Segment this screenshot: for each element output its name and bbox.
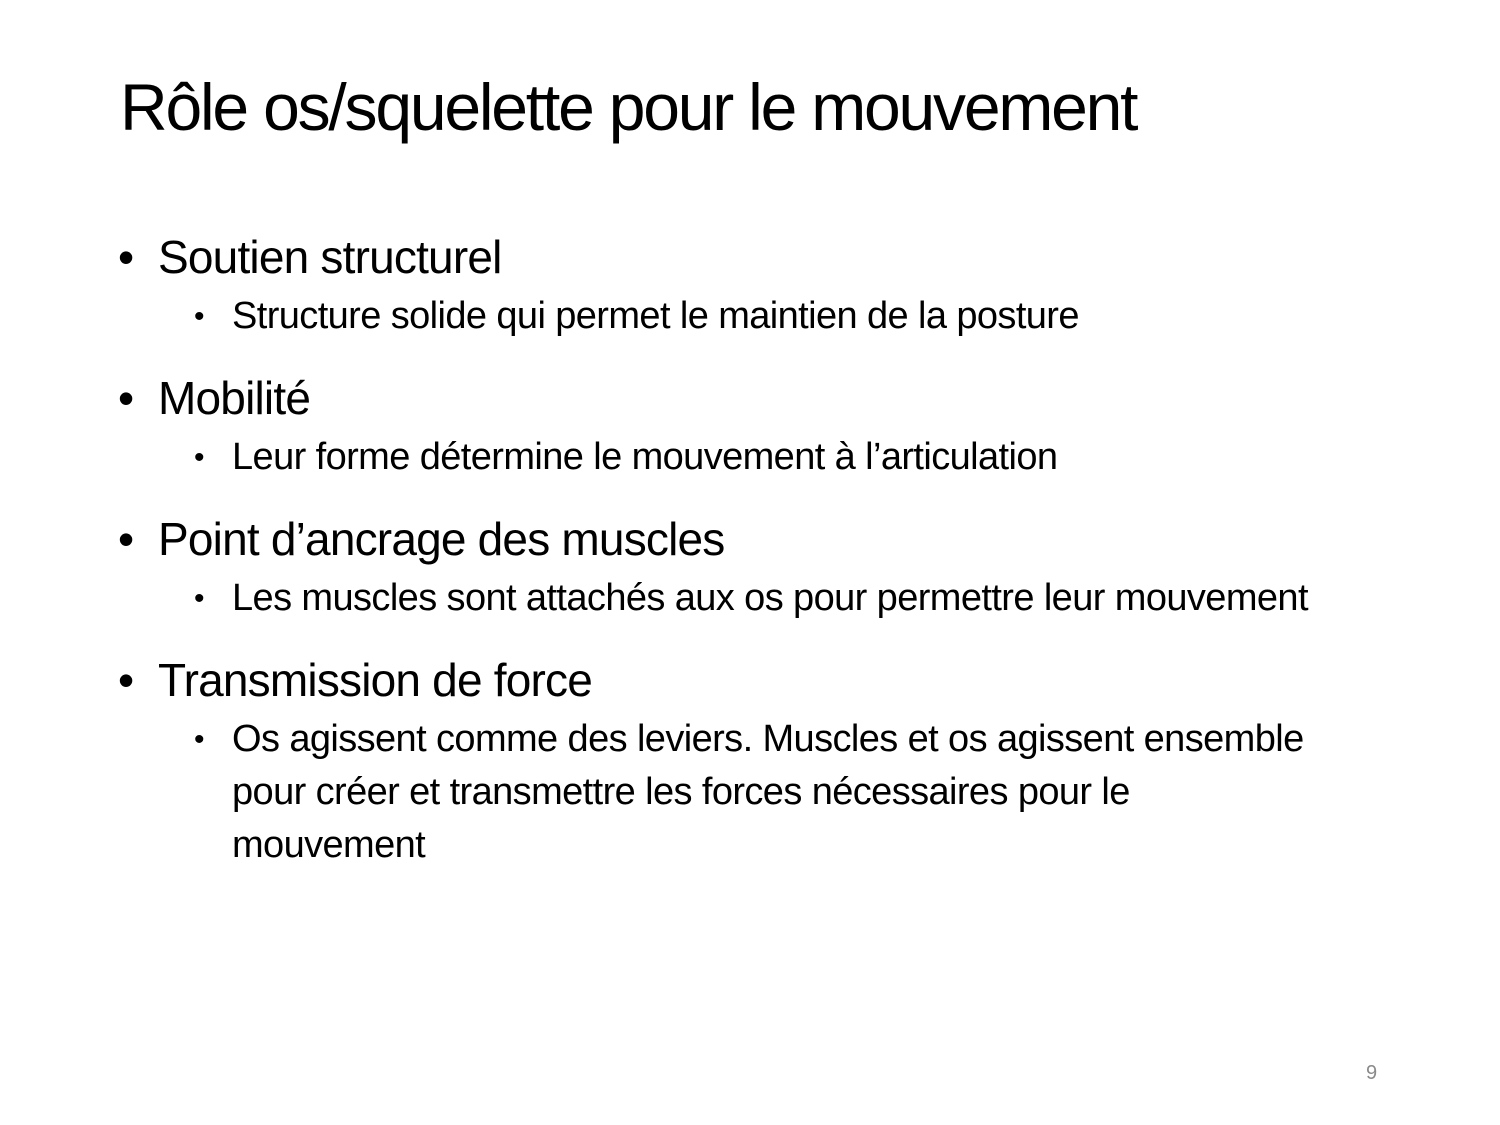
sub-bullet-item [194, 572, 1322, 625]
bullet-text: Point d’ancrage des muscles [158, 513, 725, 565]
sub-bullet-icon: • [194, 582, 204, 615]
sub-bullet-icon: • [194, 300, 204, 333]
bullet-icon: • [118, 513, 134, 565]
bullet-item [118, 649, 1368, 711]
bullet-icon: • [118, 654, 134, 706]
sub-bullet-item [194, 713, 1332, 872]
sub-bullet-icon: • [194, 441, 204, 474]
sub-bullet-text: Les muscles sont attachés aux os pour permettre leur mouvement [232, 577, 1308, 619]
page-number: 9 [1366, 1062, 1378, 1084]
bullet-icon: • [118, 231, 134, 283]
bullet-item [118, 367, 1368, 429]
sub-bullet-text: Leur forme détermine le mouvement à l’articulation [232, 436, 1058, 478]
sub-bullet-item [194, 431, 1368, 484]
sub-bullet-icon: • [194, 723, 204, 756]
bullet-item [118, 226, 1368, 288]
sub-bullet-text: Os agissent comme des leviers. Muscles et os agissent ensemble pour créer et transmettre les forces nécessaires pour le mouvement [232, 718, 1304, 866]
bullet-list [118, 226, 1368, 872]
bullet-icon: • [118, 372, 134, 424]
bullet-item [118, 508, 1368, 570]
sub-bullet-item [194, 290, 1368, 343]
bullet-text: Soutien structurel [158, 231, 502, 283]
bullet-text: Transmission de force [158, 654, 592, 706]
sub-bullet-text: Structure solide qui permet le maintien de la posture [232, 295, 1079, 337]
bullet-text: Mobilité [158, 372, 311, 424]
slide-title: Rôle os/squelette pour le mouvement [120, 70, 1137, 144]
